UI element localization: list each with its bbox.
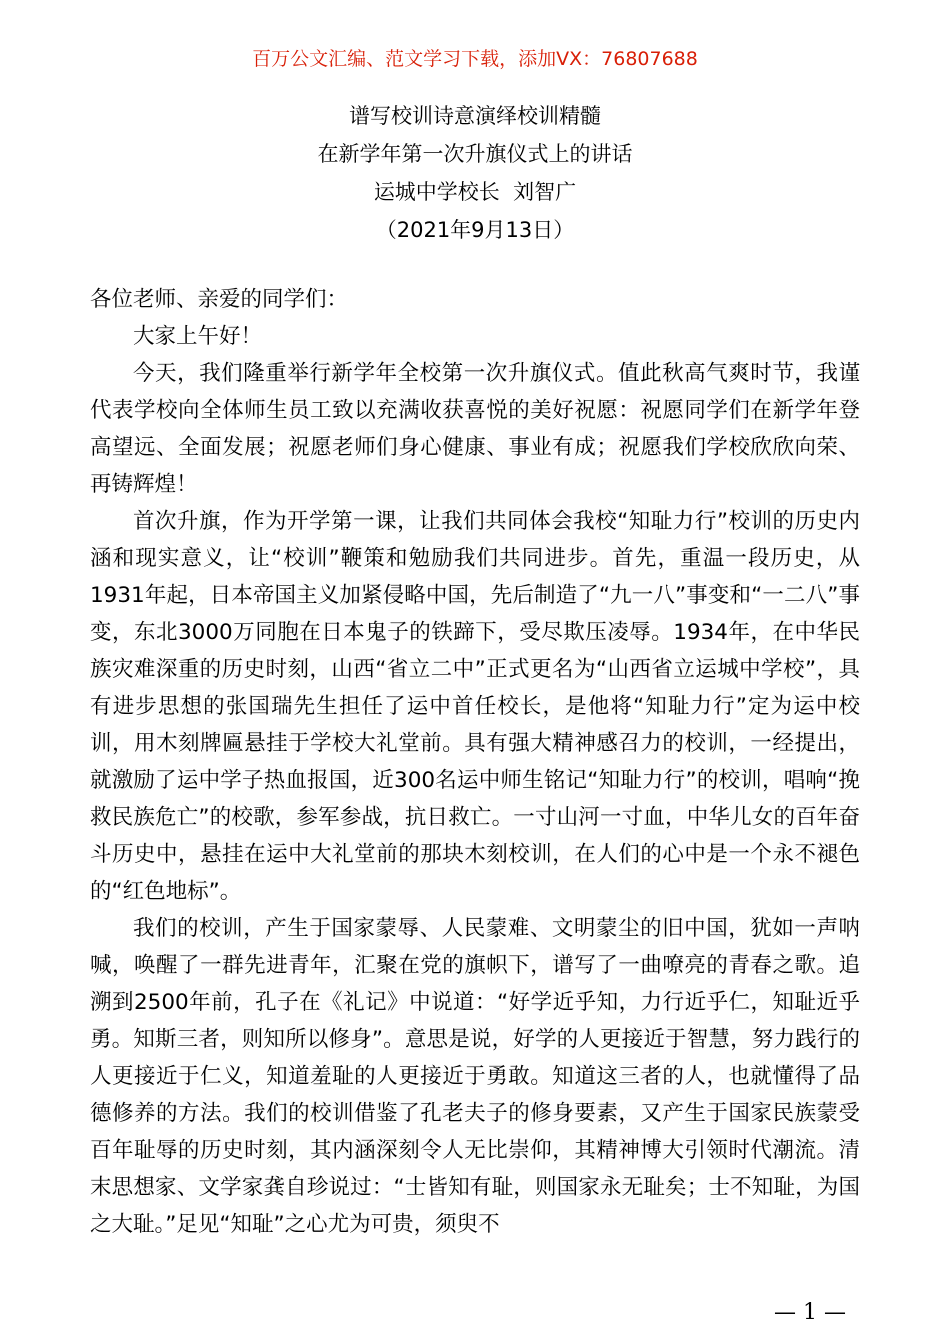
title-block xyxy=(0,97,950,249)
salutation: 各位老师、亲爱的同学们： xyxy=(90,287,349,312)
paragraph-history: 首次升旗，作为开学第一课，让我们共同体会我校“知耻力行”校训的历史内涵和现实意义，让“校训”鞭策和勉励我们共同进步。首先，重温一段历史，从1931年起，日本帝国主义加紧侵略中国，先后制造了“九一八”事变和“一二八”事变，东北3000万同胞在日本鬼子的铁蹄下，受尽欺压凌辱。1934年，在中华民族灾难深重的历史时刻，山西“省立二中”正式更名为“山西省立运城中学校”，具有进步思想的张国瑞先生担任了运中首任校长，是他将“知耻力行”定为运中校训，用木刻牌匾悬挂于学校大礼堂前。具有强大精神感召力的校训，一经提出，就激励了运中学子热血报国，近300名运中师生铭记“知耻力行”的校训，唱响“挽救民族危亡”的校歌，参军参战，抗日救亡。一寸山河一寸血，中华儿女的百年奋斗历史中，悬挂在运中大礼堂前的那块木刻校训，在人们的心中是一个永不褪色的“红色地标”。 xyxy=(90,509,860,904)
paragraph-motto-meaning: 我们的校训，产生于国家蒙辱、人民蒙难、文明蒙尘的旧中国，犹如一声呐喊，唤醒了一群先进青年，汇聚在党的旗帜下，谱写了一曲嘹亮的青春之歌。追溯到2500年前，孔子在《礼记》中说道：“好学近乎知，力行近乎仁，知耻近乎勇。知斯三者，则知所以修身”。意思是说，好学的人更接近于智慧，努力践行的人更接近于仁义，知道羞耻的人更接近于勇敢。知道这三者的人，也就懂得了品德修养的方法。我们的校训借鉴了孔老夫子的修身要素，又产生于国家民族蒙受百年耻辱的历史时刻，其内涵深刻令人无比崇仰，其精神博大引领时代潮流。清末思想家、文学家龚自珍说过：“士皆知有耻，则国家永无耻矣；士不知耻，为国之大耻。”足见“知耻”之心尤为可贵，须臾不 xyxy=(90,916,860,1237)
date-line: （2021年9月13日） xyxy=(375,218,575,242)
document-subtitle: 在新学年第一次升旗仪式上的讲话 xyxy=(317,142,633,166)
document-title: 谱写校训诗意演绎校训精髓 xyxy=(349,104,601,128)
paragraph-greeting: 大家上午好！ xyxy=(133,324,263,349)
author-line: 运城中学校长 刘智广 xyxy=(373,180,577,204)
page-number: — 1 — xyxy=(774,1300,846,1325)
banner: 百万公文汇编、范文学习下载，添加VX：76807688 xyxy=(252,48,698,70)
speech-body xyxy=(90,281,860,1243)
paragraph-opening: 今天，我们隆重举行新学年全校第一次升旗仪式。值此秋高气爽时节，我谨代表学校向全体师生员工致以充满收获喜悦的美好祝愿：祝愿同学们在新学年登高望远、全面发展；祝愿老师们身心健康、事业有成；祝愿我们学校欣欣向荣、再铸辉煌！ xyxy=(90,361,860,497)
